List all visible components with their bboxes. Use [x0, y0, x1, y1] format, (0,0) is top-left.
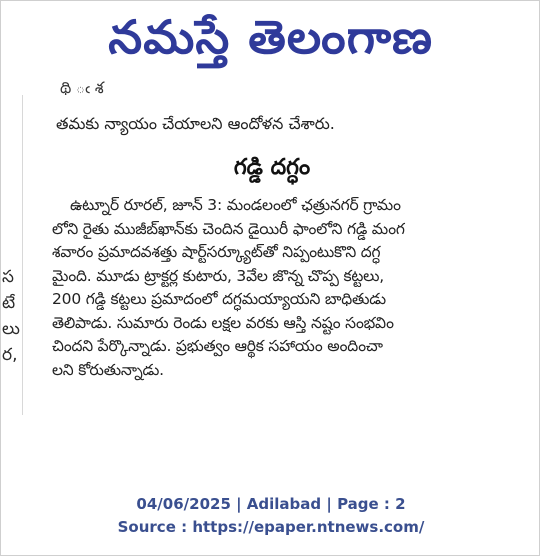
article-body: [52, 194, 492, 382]
previous-story-cut-line: [52, 78, 492, 112]
body-line: తెలిపాడు. సుమారు రెండు లక్షల వరకు ఆస్తి నష్టం సంభవిం: [52, 313, 394, 332]
masthead: [0, 0, 542, 78]
body-line: లోని రైతు ముజీబ్‌ఖాన్‌కు చెందిన డైయిరీ ఫాంలోని గడ్డి మంగ: [52, 219, 405, 238]
fragment-text: స: [2, 267, 14, 287]
adjacent-column-fragment: [0, 95, 22, 405]
source-footer: [0, 493, 542, 539]
body-line: ఉట్నూర్ రూరల్, జూన్ 3: మండలంలో ఛత్రునగర్ గ్రామం: [70, 196, 401, 214]
body-line: లని కోరుతున్నాడు.: [52, 360, 164, 379]
fragment-text: టే: [2, 293, 16, 313]
article-clipping: [52, 78, 492, 382]
source-link[interactable]: Source : https://epaper.ntnews.com/: [117, 518, 425, 536]
body-line: శవారం ప్రమాదవశత్తు షార్ట్‌సర్క్యూట్‌తో నిప్పంటుకొని దగ్ధ: [52, 243, 381, 261]
body-line: చిందని పేర్కొన్నాడు. ప్రభుత్వం ఆర్థిక సహాయం అందించా: [52, 337, 383, 355]
edition-info: 04/06/2025 | Adilabad | Page : 2: [136, 495, 406, 513]
article-headline: గడ్డి దగ్ధం: [233, 155, 311, 180]
cut-text: థి ఁ శ: [60, 78, 104, 97]
column-divider: [22, 95, 23, 415]
fragment-text: ర,: [2, 345, 18, 365]
newspaper-logo: నమస్తే తెలంగాణ: [108, 10, 434, 64]
fragment-text: లు: [2, 319, 20, 339]
previous-story-last-line: తమకు న్యాయం చేయాలని ఆందోళన చేశారు.: [56, 114, 335, 133]
body-line: మైంది. మూడు ట్రాక్టర్ల కుటారు, 3వేల జొన్న చొప్ప కట్టలు,: [52, 266, 384, 285]
body-line: 200 గడ్డి కట్టలు ప్రమాదంలో దగ్ధమయ్యాయని బాధితుడు: [52, 290, 386, 308]
